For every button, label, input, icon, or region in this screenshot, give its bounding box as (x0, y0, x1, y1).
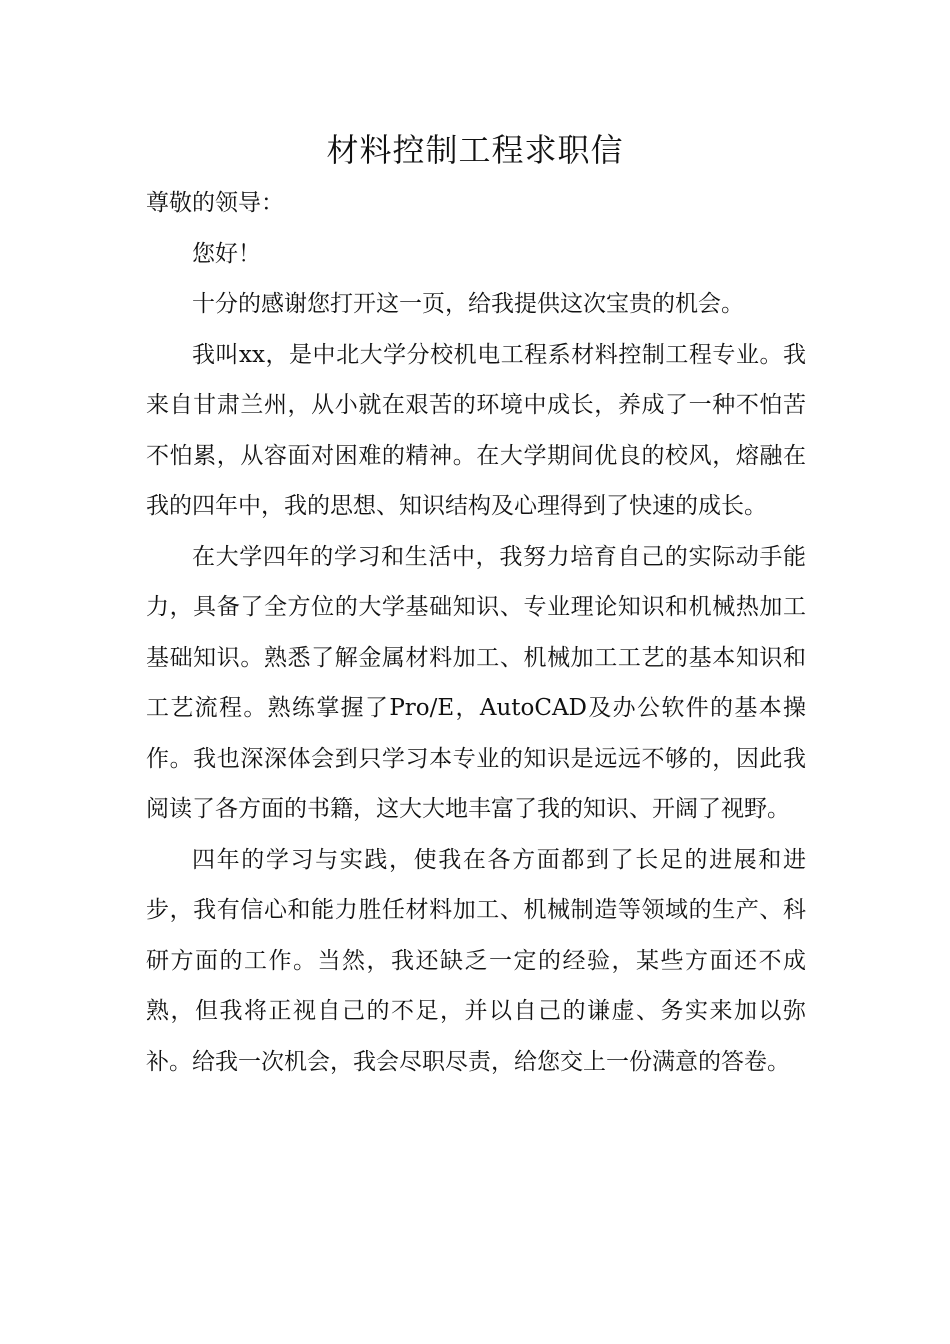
paragraph-skills: 在大学四年的学习和生活中，我努力培育自己的实际动手能力，具备了全方位的大学基础知识、专业理论知识和机械热加工基础知识。熟悉了解金属材料加工、机械加工工艺的基本知识和工艺流程。熟练掌握了Pro/E，AutoCAD及办公软件的基本操作。我也深深体会到只学习本专业的知识是远远不够的，因此我阅读了各方面的书籍，这大大地丰富了我的知识、开阔了视野。 (146, 543, 806, 822)
greeting: 您好！ (192, 240, 261, 267)
letter-body (146, 178, 806, 1087)
paragraph-thanks: 十分的感谢您打开这一页，给我提供这次宝贵的机会。 (192, 291, 744, 317)
document-title: 材料控制工程求职信 (326, 131, 624, 169)
paragraph-introduction: 我叫xx，是中北大学分校机电工程系材料控制工程专业。我来自甘肃兰州，从小就在艰苦的环境中成长，养成了一种不怕苦不怕累，从容面对困难的精神。在大学期间优良的校风，熔融在我的四年中，我的思想、知识结构及心理得到了快速的成长。 (146, 341, 806, 519)
paragraph-closing: 四年的学习与实践，使我在各方面都到了长足的进展和进步，我有信心和能力胜任材料加工、机械制造等领域的生产、科研方面的工作。当然，我还缺乏一定的经验，某些方面还不成熟，但我将正视自己的不足，并以自己的谦虚、务实来加以弥补。给我一次机会，我会尽职尽责，给您交上一份满意的答卷。 (146, 846, 806, 1075)
salutation: 尊敬的领导： (146, 190, 284, 216)
